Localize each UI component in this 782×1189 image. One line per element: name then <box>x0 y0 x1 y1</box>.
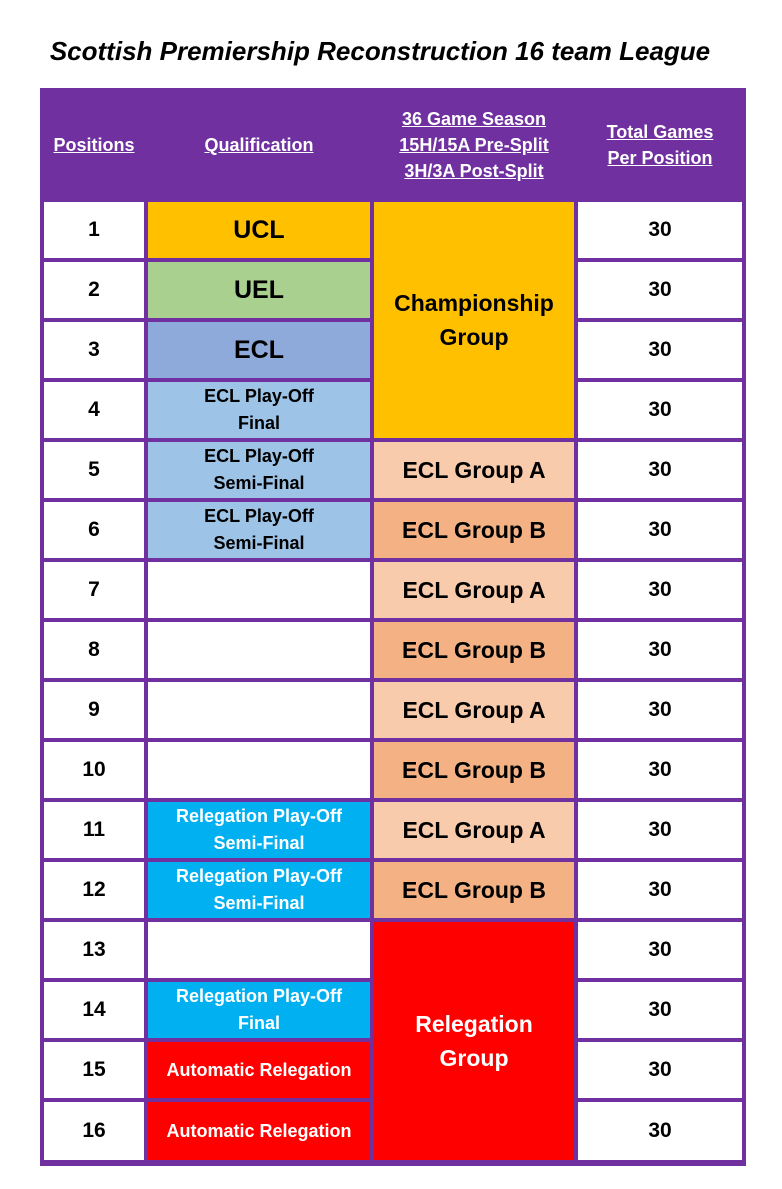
header-total-line2: Per Position <box>607 148 713 168</box>
total-games-11: 30 <box>578 802 742 858</box>
position-8: 8 <box>44 622 144 678</box>
position-5: 5 <box>44 442 144 498</box>
qualification-5-line2: Semi-Final <box>213 473 305 493</box>
position-9: 9 <box>44 682 144 738</box>
qualification-relegation-playoff-final <box>148 982 370 1038</box>
total-games-9: 30 <box>578 682 742 738</box>
position-13: 13 <box>44 922 144 978</box>
ecl-group-8: ECL Group B <box>374 622 574 678</box>
header-season-line2: 15H/15A Pre-Split <box>399 135 549 155</box>
page-title: Scottish Premiership Reconstruction 16 team League <box>49 36 711 66</box>
header-positions <box>44 92 144 198</box>
qualification-empty-9 <box>148 682 370 738</box>
qualification-empty-8 <box>148 622 370 678</box>
position-2: 2 <box>44 262 144 318</box>
qualification-12-line2: Semi-Final <box>213 893 305 913</box>
header-season-line3: 3H/3A Post-Split <box>404 161 544 181</box>
position-16: 16 <box>44 1102 144 1160</box>
relegation-group <box>374 922 574 1160</box>
qualification-4-line2: Final <box>237 413 280 433</box>
position-1: 1 <box>44 202 144 258</box>
position-6: 6 <box>44 502 144 558</box>
total-games-13: 30 <box>578 922 742 978</box>
qualification-11-line1: Relegation Play-Off <box>175 806 343 826</box>
position-11: 11 <box>44 802 144 858</box>
qualification-empty-10 <box>148 742 370 798</box>
qualification-14-line2: Final <box>237 1013 280 1033</box>
qualification-6-line1: ECL Play-Off <box>204 506 314 526</box>
total-games-16: 30 <box>578 1102 742 1160</box>
position-3: 3 <box>44 322 144 378</box>
ecl-group-9: ECL Group A <box>374 682 574 738</box>
qualification-automatic-relegation-15: Automatic Relegation <box>148 1042 370 1098</box>
championship-group-line1: Championship <box>394 290 554 316</box>
total-games-14: 30 <box>578 982 742 1038</box>
qualification-14-line1: Relegation Play-Off <box>175 986 343 1006</box>
qualification-6-line2: Semi-Final <box>213 533 305 553</box>
total-games-12: 30 <box>578 862 742 918</box>
header-qualification-label: Qualification <box>204 135 314 155</box>
qualification-uel: UEL <box>148 262 370 318</box>
ecl-group-12: ECL Group B <box>374 862 574 918</box>
total-games-2: 30 <box>578 262 742 318</box>
championship-group <box>374 202 574 438</box>
relegation-group-line1: Relegation <box>415 1011 533 1037</box>
position-14: 14 <box>44 982 144 1038</box>
qualification-relegation-playoff-semi-12 <box>148 862 370 918</box>
header-season-line1: 36 Game Season <box>401 109 547 129</box>
qualification-ecl-playoff-semi-6 <box>148 502 370 558</box>
qualification-12-line1: Relegation Play-Off <box>175 866 343 886</box>
qualification-relegation-playoff-semi-11 <box>148 802 370 858</box>
position-10: 10 <box>44 742 144 798</box>
ecl-group-10: ECL Group B <box>374 742 574 798</box>
position-12: 12 <box>44 862 144 918</box>
header-total-line1: Total Games <box>606 122 714 142</box>
header-total-games <box>578 92 742 198</box>
position-4: 4 <box>44 382 144 438</box>
total-games-4: 30 <box>578 382 742 438</box>
ecl-group-7: ECL Group A <box>374 562 574 618</box>
position-7: 7 <box>44 562 144 618</box>
total-games-8: 30 <box>578 622 742 678</box>
relegation-group-line2: Group <box>439 1045 509 1071</box>
ecl-group-5: ECL Group A <box>374 442 574 498</box>
qualification-4-line1: ECL Play-Off <box>204 386 314 406</box>
qualification-11-line2: Semi-Final <box>213 833 305 853</box>
qualification-ecl: ECL <box>148 322 370 378</box>
qualification-empty-7 <box>148 562 370 618</box>
ecl-group-11: ECL Group A <box>374 802 574 858</box>
qualification-ecl-playoff-final <box>148 382 370 438</box>
qualification-automatic-relegation-16: Automatic Relegation <box>148 1102 370 1160</box>
total-games-7: 30 <box>578 562 742 618</box>
total-games-1: 30 <box>578 202 742 258</box>
ecl-group-6: ECL Group B <box>374 502 574 558</box>
total-games-15: 30 <box>578 1042 742 1098</box>
header-positions-label: Positions <box>53 135 135 155</box>
qualification-empty-13 <box>148 922 370 978</box>
header-season <box>374 92 574 198</box>
qualification-ecl-playoff-semi-5 <box>148 442 370 498</box>
total-games-3: 30 <box>578 322 742 378</box>
total-games-10: 30 <box>578 742 742 798</box>
championship-group-line2: Group <box>439 324 509 350</box>
league-table <box>40 88 746 1166</box>
header-qualification <box>148 92 370 198</box>
position-15: 15 <box>44 1042 144 1098</box>
qualification-5-line1: ECL Play-Off <box>204 446 314 466</box>
total-games-6: 30 <box>578 502 742 558</box>
total-games-5: 30 <box>578 442 742 498</box>
qualification-ucl: UCL <box>148 202 370 258</box>
